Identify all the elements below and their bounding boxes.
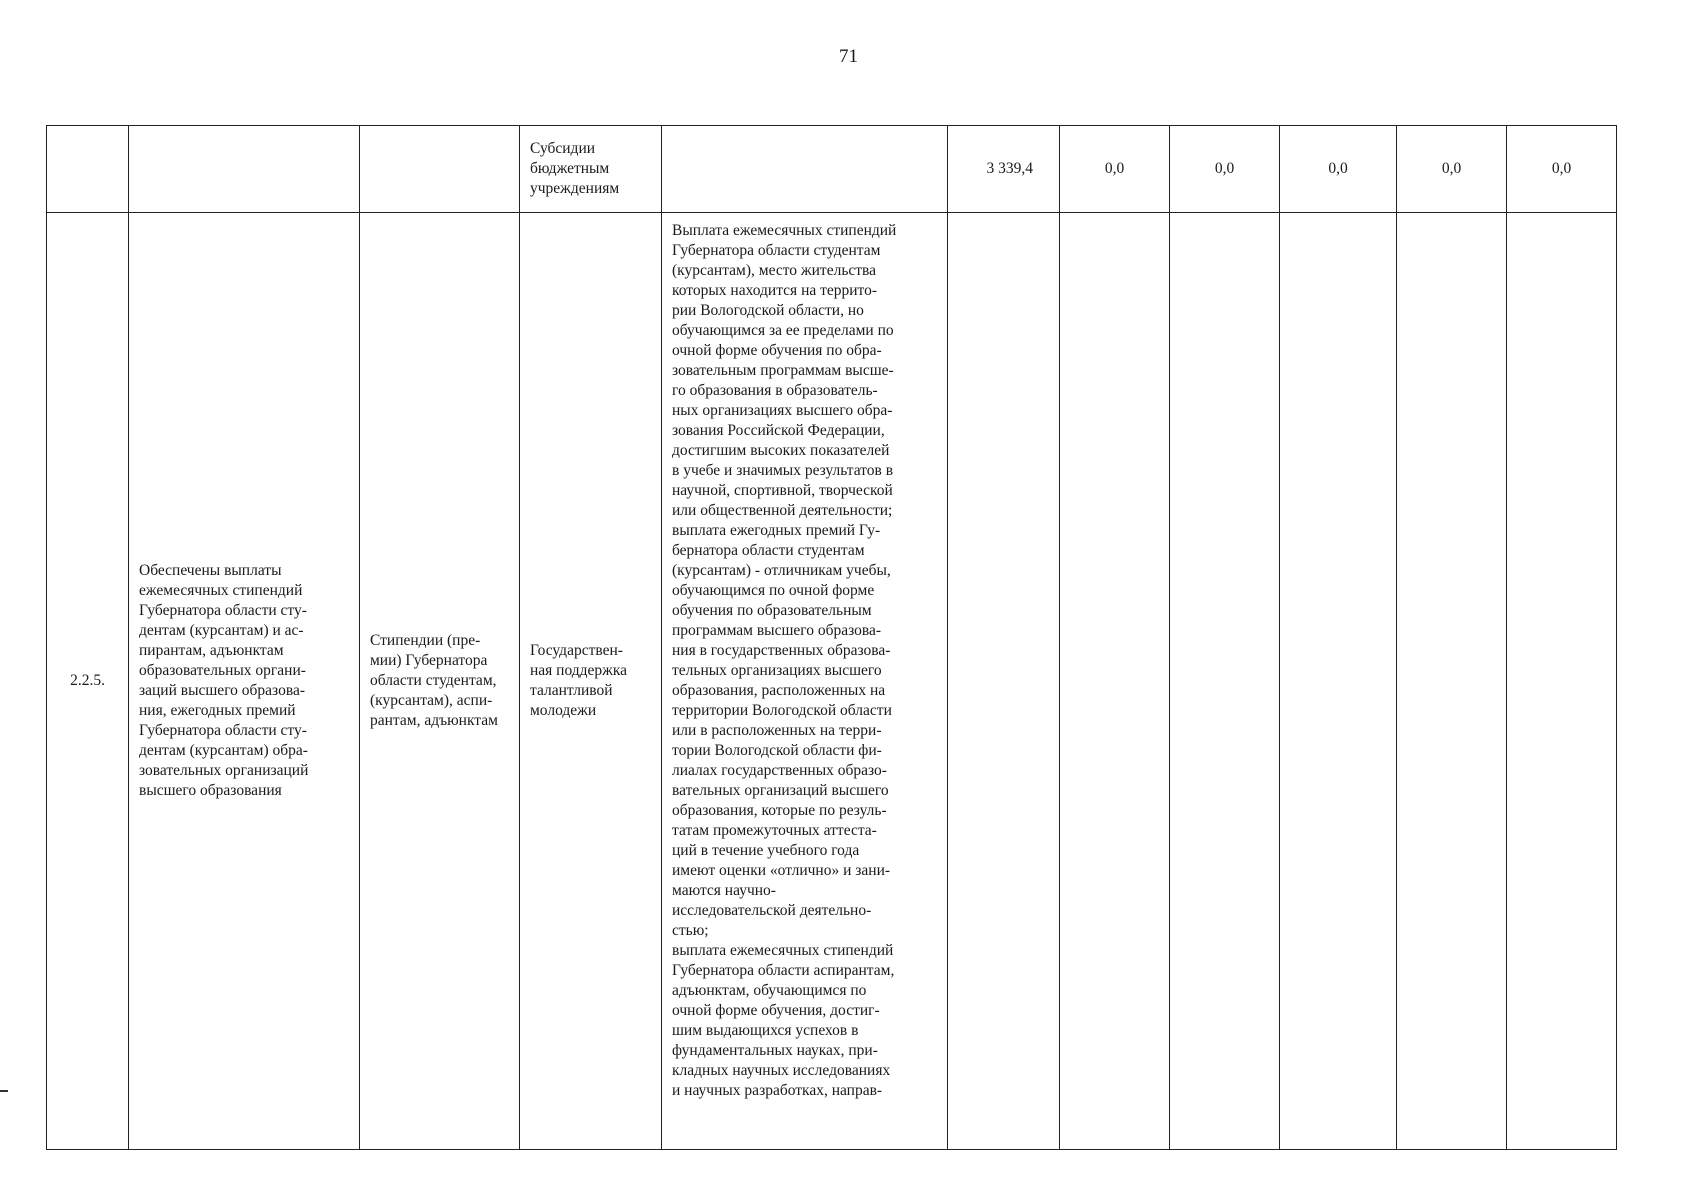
cell-value xyxy=(948,213,1060,1150)
cell-value: 0,0 xyxy=(1060,126,1170,213)
cell-result: Обеспечены выплаты ежемесячных стипендий Губернатора области сту- дентам (курсантам) и ас- пирантам, адъюнктам образовательных органи- заций высшего образова- ния, ежегодных премий Губернатора области сту- дентам (курсантам) обра- зовательных организаций высшего образования xyxy=(129,213,360,1150)
cell-result xyxy=(129,126,360,213)
table-row xyxy=(47,126,1617,213)
cell-type: Стипендии (пре- мии) Губернатора области студентам, (курсантам), аспи- рантам, адъюнктам xyxy=(360,213,520,1150)
table-row xyxy=(47,213,1617,1150)
cell-direction: Государствен- ная поддержка талантливой молодежи xyxy=(520,213,662,1150)
cell-num xyxy=(47,126,129,213)
cell-value: 0,0 xyxy=(1170,126,1280,213)
cell-value xyxy=(1060,213,1170,1150)
cell-value xyxy=(1280,213,1397,1150)
cell-description xyxy=(662,126,948,213)
cell-value: 0,0 xyxy=(1507,126,1617,213)
cell-num: 2.2.5. xyxy=(47,213,129,1150)
cell-value: 3 339,4 xyxy=(948,126,1060,213)
cell-value xyxy=(1397,213,1507,1150)
cell-funding-type: Субсидии бюджетным учреждениям xyxy=(520,126,662,213)
cell-value xyxy=(1507,213,1617,1150)
cell-value: 0,0 xyxy=(1397,126,1507,213)
scan-edge-mark xyxy=(0,1090,8,1092)
cell-value: 0,0 xyxy=(1280,126,1397,213)
cell-value xyxy=(1170,213,1280,1150)
page-number: 71 xyxy=(839,46,858,67)
program-table xyxy=(46,125,1617,1150)
cell-description: Выплата ежемесячных стипендий Губернатора области студентам (курсантам), место жительства которых находится на террито- рии Вологодской области, но обучающимся за ее пределами по очной форме обучения по обра- зовательным программам высше- го образования в образователь- ных организациях высшего обра- зования Российской Федерации, достигшим высоких показателей в учебе и значимых результатов в научной, спортивной, творческой или общественной деятельности; выплата ежегодных премий Гу- бернатора области студентам (курсантам) - отличникам учебы, обучающимся по очной форме обучения по образовательным программам высшего образова- ния в государственных образова- тельных организациях высшего образования, расположенных на территории Вологодской области или в расположенных на терри- тории Вологодской области фи- лиалах государственных образо- вательных организаций высшего образования, которые по резуль- татам промежуточных аттеста- ций в течение учебного года имеют оценки «отлично» и зани- маются научно- исследовательской деятельно- стью; выплата ежемесячных стипендий Губернатора области аспирантам, адъюнктам, обучающимся по очной форме обучения, достиг- шим выдающихся успехов в фундаментальных науках, при- кладных научных исследованиях и научных разработках, направ- xyxy=(662,213,948,1150)
cell-type xyxy=(360,126,520,213)
